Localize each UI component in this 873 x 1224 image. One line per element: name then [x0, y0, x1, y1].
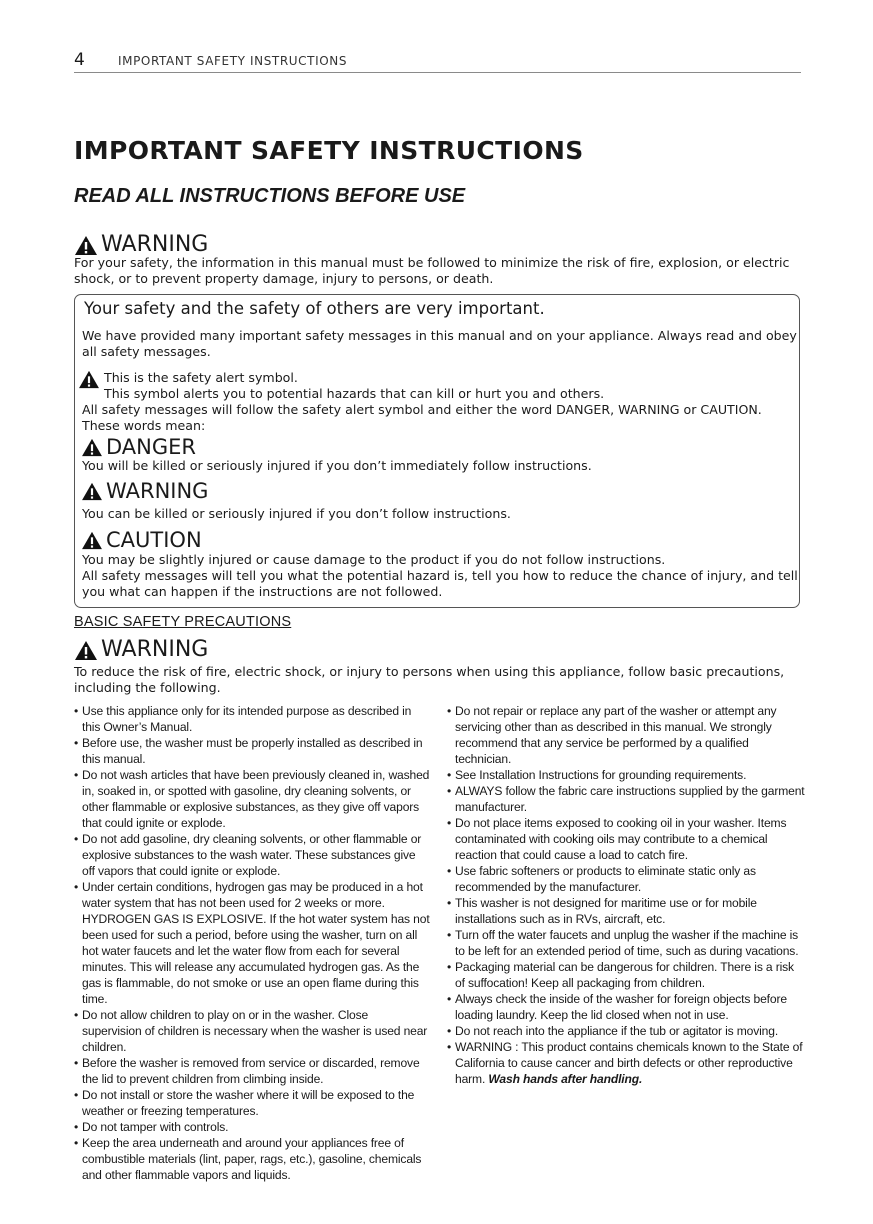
box-warning-signal [81, 479, 208, 503]
basic-warning-intro: To reduce the risk of fire, electric shock, or injury to persons when using this appliance, follow basic precautions, including the following. [74, 664, 785, 695]
safety-box-title: Your safety and the safety of others are very important. [84, 299, 545, 318]
list-item: • Use this appliance only for its intended purpose as described in this Owner’s Manual. [74, 703, 430, 735]
list-item: • Do not install or store the washer where it will be exposed to the weather or freezing temperatures. [74, 1087, 430, 1119]
list-item: • See Installation Instructions for grounding requirements. [447, 767, 805, 783]
list-item: • Do not repair or replace any part of the washer or attempt any servicing other than as described in this manual. We strongly recommend that any service be performed by a qualified technician. [447, 703, 805, 767]
list-item: • Do not place items exposed to cooking oil in your washer. Items contaminated with cooking oils may contribute to a chemical reaction that could cause a load to catch fire. [447, 815, 805, 863]
danger-word: DANGER [106, 435, 197, 459]
list-item: • Use fabric softeners or products to eliminate static only as recommended by the manufacturer. [447, 863, 805, 895]
caution-signal [81, 528, 202, 552]
warning-triangle-icon [81, 482, 103, 501]
list-item: • This washer is not designed for maritime use or for mobile installations such as in RVs, aircraft, etc. [447, 895, 805, 927]
alert-symbol-line: This is the safety alert symbol. [104, 370, 298, 385]
header-title: IMPORTANT SAFETY INSTRUCTIONS [118, 54, 348, 68]
list-item: • Packaging material can be dangerous for children. There is a risk of suffocation! Keep all packaging from children. [447, 959, 805, 991]
precautions-list-left [74, 703, 430, 1183]
list-item: • Do not allow children to play on or in the washer. Close supervision of children is necessary when the washer is used near children. [74, 1007, 430, 1055]
warning-signal [74, 233, 208, 257]
list-item: • Before use, the washer must be properly installed as described in this manual. [74, 735, 430, 767]
prop65-emphasis: Wash hands after handling. [488, 1072, 643, 1086]
list-item: • Do not add gasoline, dry cleaning solvents, or other flammable or explosive substances to the wash water. These substances give off vapors that could ignite or explode. [74, 831, 430, 879]
signal-words-explanation: All safety messages will follow the safety alert symbol and either the word DANGER, WARNING or CAUTION. These words mean: [82, 402, 762, 433]
basic-warning-signal [74, 638, 208, 662]
list-item: • Before the washer is removed from service or discarded, remove the lid to prevent children from climbing inside. [74, 1055, 430, 1087]
caution-text: You may be slightly injured or cause damage to the product if you do not follow instructions. [82, 552, 666, 567]
warning-word: WARNING [101, 232, 209, 257]
caution-triangle-icon [81, 531, 103, 550]
safety-alert-icon [78, 370, 100, 389]
list-item: • Under certain conditions, hydrogen gas may be produced in a hot water system that has not been used for 2 weeks or more. HYDROGEN GAS IS EXPLOSIVE. If the hot water system has not been used for such a period, before using the washer, turn on all hot water faucets and let the water flow from each for several minutes. This will release any accumulated hydrogen gas. As the gas is flammable, do not smoke or use an open flame during this time. [74, 879, 430, 1007]
list-item: • ALWAYS follow the fabric care instructions supplied by the garment manufacturer. [447, 783, 805, 815]
box-warning-text: You can be killed or seriously injured if you don’t follow instructions. [82, 506, 511, 521]
list-item: • Do not reach into the appliance if the tub or agitator is moving. [447, 1023, 805, 1039]
safety-box-intro: We have provided many important safety messages in this manual and on your appliance. Always read and obey all safety messages. [82, 328, 797, 359]
basic-warning-word: WARNING [101, 637, 209, 662]
box-warning-word: WARNING [106, 479, 209, 503]
basic-safety-heading: BASIC SAFETY PRECAUTIONS [74, 614, 292, 630]
precautions-list-right [447, 703, 805, 1087]
list-item: • Always check the inside of the washer for foreign objects before loading laundry. Keep the lid closed when not in use. [447, 991, 805, 1023]
list-item: • Keep the area underneath and around your appliances free of combustible materials (lint, paper, rags, etc.), gasoline, chemicals and other flammable vapors and liquids. [74, 1135, 430, 1183]
list-item: • Do not wash articles that have been previously cleaned in, washed in, soaked in, or spotted with gasoline, dry cleaning solvents, or other flammable or explosive substances, as they give off vapors that could ignite or explode. [74, 767, 430, 831]
danger-text: You will be killed or seriously injured if you don’t immediately follow instructions. [82, 458, 592, 473]
list-item: • Turn off the water faucets and unplug the washer if the machine is to be left for an extended period of time, such as during vacations. [447, 927, 805, 959]
list-item-prop65 [447, 1039, 805, 1087]
warning-text: For your safety, the information in this manual must be followed to minimize the risk of fire, explosion, or electric shock, or to prevent property damage, injury to persons, or death. [74, 255, 790, 286]
safety-box-closing: All safety messages will tell you what the potential hazard is, tell you how to reduce the chance of injury, and tell you what can happen if the instructions are not followed. [82, 568, 798, 599]
caution-word: CAUTION [106, 528, 202, 552]
warning-triangle-icon [74, 640, 98, 661]
page-number: 4 [74, 50, 85, 70]
page-title: IMPORTANT SAFETY INSTRUCTIONS [74, 136, 584, 165]
page-subtitle: READ ALL INSTRUCTIONS BEFORE USE [74, 185, 466, 207]
prop65-text: WARNING : This product contains chemicals known to the State of California to cause cancer and birth defects or other reproductive harm. [455, 1040, 803, 1086]
warning-triangle-icon [74, 235, 98, 256]
alert-symbol-description: This symbol alerts you to potential hazards that can kill or hurt you and others. [104, 386, 605, 401]
danger-signal [81, 435, 196, 459]
danger-triangle-icon [81, 438, 103, 457]
page-header [74, 52, 801, 73]
list-item: • Do not tamper with controls. [74, 1119, 430, 1135]
